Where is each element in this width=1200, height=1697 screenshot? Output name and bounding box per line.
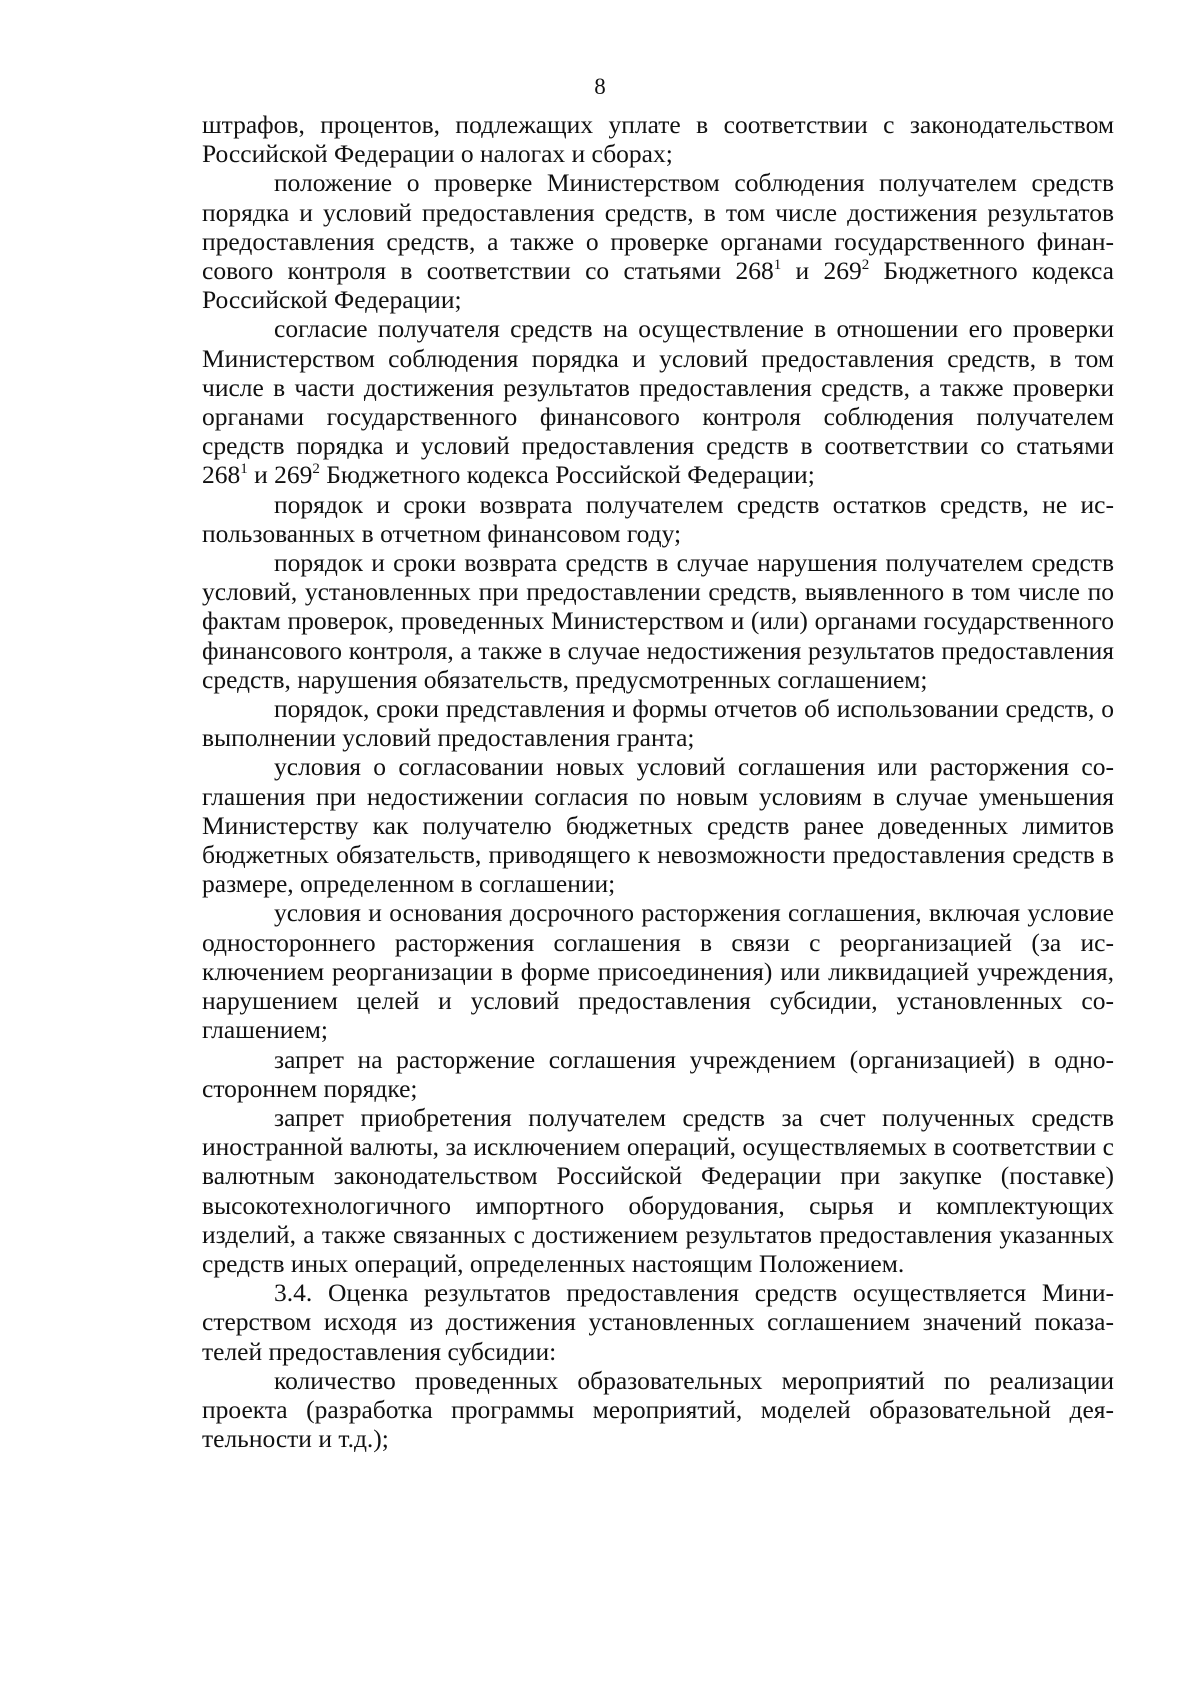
paragraph-text: количество проведенных образовательных мероприятий по реализации проекта (разработка программы мероприятий, моделей образовательной деятельности и т.д.); xyxy=(202,1365,1114,1454)
paragraph xyxy=(202,168,1114,314)
paragraph-text: запрет на расторжение соглашения учреждением (организацией) в одностороннем порядке; xyxy=(202,1044,1114,1103)
page-number: 8 xyxy=(594,74,606,99)
document-body xyxy=(202,110,1114,1453)
paragraph xyxy=(202,1103,1114,1278)
article-superscript: 2 xyxy=(312,461,320,478)
paragraph xyxy=(202,1045,1114,1103)
paragraph-text: и 269 xyxy=(247,460,313,490)
paragraph-text: Бюджетного кодекса Российской Федерации; xyxy=(202,256,1114,315)
paragraph-text: условия о согласовании новых условий соглашения или расторжения соглашения при недостижении согласия по новым условиям в случае уменьшения Министерству как получателю бюджетных средств ранее доведенных лимитов бюджетных обязательств, приводящего к невозможности предоставления средств в размере, определенном в соглашении; xyxy=(202,752,1114,899)
paragraph xyxy=(202,752,1114,898)
paragraph xyxy=(202,1366,1114,1454)
paragraph-text: положение о проверке Министерством соблюдения получателем средств порядка и условий предоставления средств, в том числе достижения результатов предоставления средств, а также о проверке органами государственного финансового контроля в соответствии со статьями 268 xyxy=(202,168,1114,286)
paragraph xyxy=(202,548,1114,694)
paragraph-text: условия и основания досрочного расторжения соглашения, включая условие одностороннего расторжения соглашения в связи с реорганизацией (за исключением реорганизации в форме присоединения) или ликвидацией учреждения, нарушением целей и условий предоставления субсидии, установленных соглашением; xyxy=(202,898,1114,1045)
paragraph-text: согласие получателя средств на осуществление в отношении его проверки Министерством соблюдения порядка и условий предоставления средств, в том числе в части достижения результатов предоставления средств, а также проверки органами государственного финансового контроля соблюдения получателем средств порядка и условий предоставления средств в соответствии со статьями 268 xyxy=(202,314,1114,490)
paragraph xyxy=(202,110,1114,168)
paragraph-text: 3.4. Оценка результатов предоставления средств осуществляется Министерством исходя из достижения установленных соглашением значений показателей предоставления субсидии: xyxy=(202,1278,1114,1366)
paragraph-text: Бюджетного кодекса Российской Федерации; xyxy=(319,460,815,490)
article-superscript: 1 xyxy=(240,461,248,478)
paragraph xyxy=(202,490,1114,548)
paragraph-text: порядок и сроки возврата получателем средств остатков средств, не использованных в отчетном финансовом году; xyxy=(202,489,1114,548)
paragraph xyxy=(202,314,1114,489)
article-superscript: 1 xyxy=(773,257,782,274)
paragraph xyxy=(202,694,1114,752)
paragraph-text: порядок, сроки представления и формы отчетов об использовании средств, о выполнении условий предоставления гранта; xyxy=(202,694,1114,753)
paragraph-text: запрет приобретения получателем средств за счет полученных средств иностранной валюты, за исключением операций, осуществляемых в соответствии с валютным законодательством Российской Федерации при закупке (поставке) высокотехнологичного импортного оборудования, сырья и комплектующих изделий, а также связанных с достижением результатов предоставления указанных средств иных операций, определенных настоящим Положением. xyxy=(202,1102,1114,1278)
paragraph xyxy=(202,898,1114,1044)
paragraph-text: и 269 xyxy=(781,256,862,286)
paragraph-text: штрафов, процентов, подлежащих уплате в соответствии с законодательством Российской Федерации о налогах и сборах; xyxy=(202,110,1114,169)
article-superscript: 2 xyxy=(861,257,870,274)
paragraph xyxy=(202,1278,1114,1366)
paragraph-text: порядок и сроки возврата средств в случае нарушения получателем средств условий, установленных при предоставлении средств, выявленного в том числе по фактам проверок, проведенных Министерством и (или) органами государственного финансового контроля, а также в случае недостижения результатов предоставления средств, нарушения обязательств, предусмотренных соглашением; xyxy=(202,548,1114,694)
